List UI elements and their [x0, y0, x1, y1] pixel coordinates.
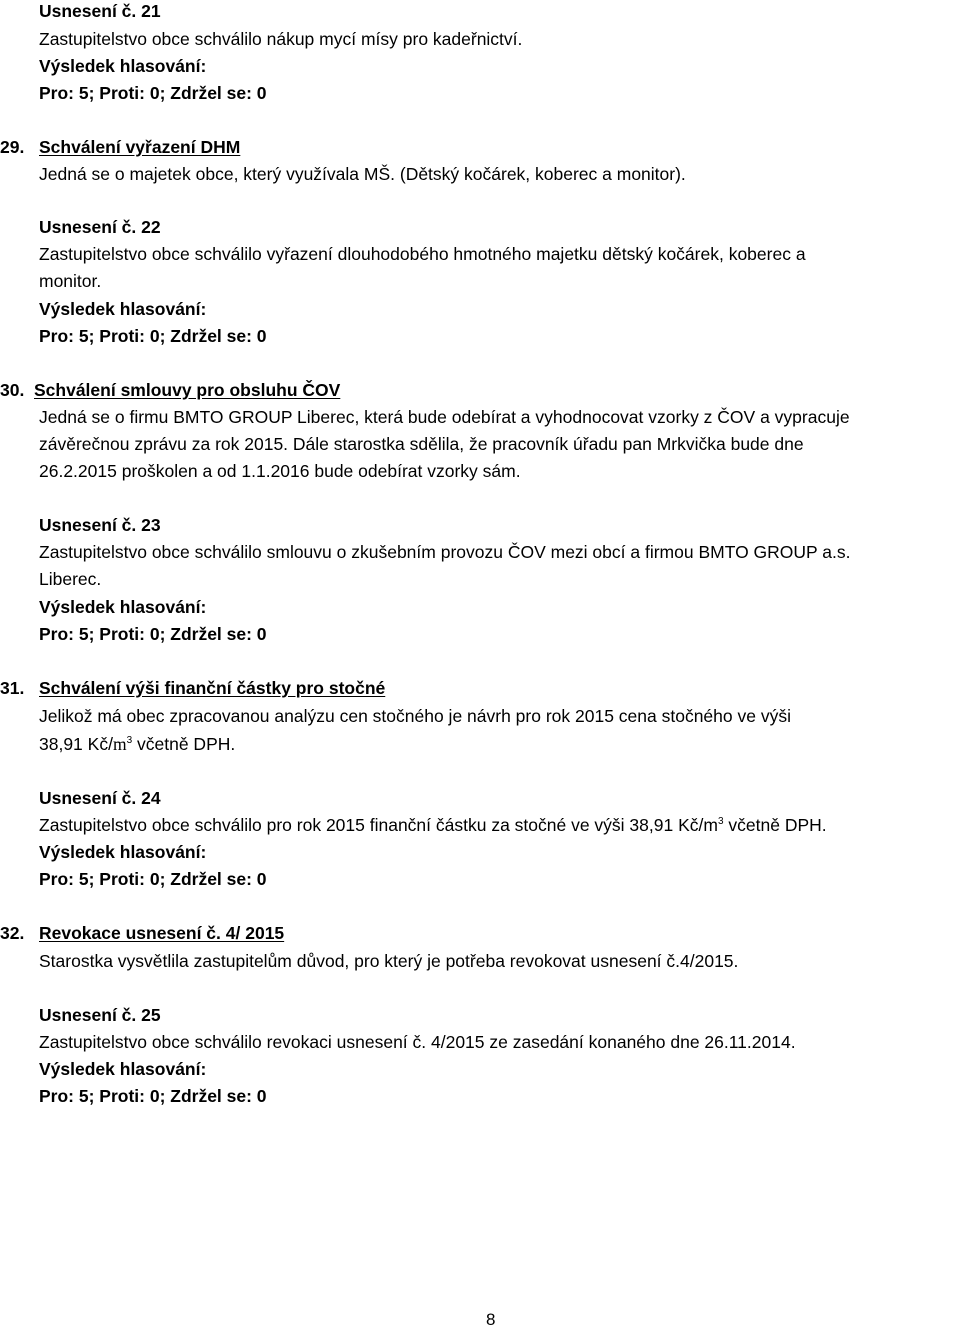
- resolution-24-exponent: 3: [717, 816, 724, 828]
- item-30-description-line1: Jedná se o firmu BMTO GROUP Liberec, která bude odebírat a vyhodnocovat vzorky z ČOV a vypracuje: [39, 407, 850, 427]
- item-32-description: Starostka vysvětlila zastupitelům důvod, pro který je potřeba revokovat usnesení č.4/2015.: [39, 951, 739, 971]
- resolution-23-text-line2: Liberec.: [39, 569, 102, 589]
- item-31-description-line1: Jelikož má obec zpracovanou analýzu cen stočného je návrh pro rok 2015 cena stočného ve výši: [39, 706, 791, 726]
- item-30-number: 30.: [0, 380, 25, 400]
- resolution-22-vote: Pro: 5; Proti: 0; Zdržel se: 0: [39, 326, 267, 346]
- resolution-25-vote-label: Výsledek hlasování:: [39, 1059, 207, 1079]
- item-30-title: Schválení smlouvy pro obsluhu ČOV: [34, 380, 341, 400]
- item-31-number: 31.: [0, 678, 25, 698]
- resolution-21-title: Usnesení č. 21: [39, 1, 161, 21]
- item-32-title: Revokace usnesení č. 4/ 2015: [39, 923, 285, 943]
- item-32-number: 32.: [0, 923, 25, 943]
- item-30-description-line2: závěrečnou zprávu za rok 2015. Dále starostka sdělila, že pracovník úřadu pan Mrkvička bude dne: [39, 434, 804, 454]
- resolution-24-text-suffix: včetně DPH.: [723, 815, 827, 835]
- item-30-description-line3: 26.2.2015 proškolen a od 1.1.2016 bude odebírat vzorky sám.: [39, 461, 521, 481]
- resolution-25-text: Zastupitelstvo obce schválilo revokaci usnesení č. 4/2015 ze zasedání konaného dne 26.11.2014.: [39, 1032, 796, 1052]
- resolution-24-vote: Pro: 5; Proti: 0; Zdržel se: 0: [39, 869, 267, 889]
- resolution-23-vote: Pro: 5; Proti: 0; Zdržel se: 0: [39, 624, 267, 644]
- resolution-21-vote-label: Výsledek hlasování:: [39, 56, 207, 76]
- resolution-24-title: Usnesení č. 24: [39, 788, 161, 808]
- resolution-25-title: Usnesení č. 25: [39, 1005, 161, 1025]
- resolution-23-text-line1: Zastupitelstvo obce schválilo smlouvu o zkušebním provozu ČOV mezi obcí a firmou BMTO GROUP a.s.: [39, 542, 851, 562]
- item-31-title: Schválení výši finanční částky pro stočné: [39, 678, 386, 698]
- resolution-25-vote: Pro: 5; Proti: 0; Zdržel se: 0: [39, 1086, 267, 1106]
- resolution-22-vote-label: Výsledek hlasování:: [39, 299, 207, 319]
- item-29-description: Jedná se o majetek obce, který využívala MŠ. (Dětský kočárek, koberec a monitor).: [39, 164, 686, 184]
- resolution-21-text: Zastupitelstvo obce schválilo nákup mycí mísy pro kadeřnictví.: [39, 29, 523, 49]
- resolution-22-title: Usnesení č. 22: [39, 217, 161, 237]
- item-29-title: Schválení vyřazení DHM: [39, 137, 241, 157]
- page-number: 8: [486, 1310, 496, 1329]
- resolution-23-vote-label: Výsledek hlasování:: [39, 597, 207, 617]
- resolution-24-text-main: Zastupitelstvo obce schválilo pro rok 2015 finanční částku za stočné ve výši 38,91 Kč/m: [39, 815, 718, 835]
- resolution-22-text-line2: monitor.: [39, 271, 102, 291]
- price-amount: 38,91 Kč/: [39, 734, 113, 754]
- resolution-24-vote-label: Výsledek hlasování:: [39, 842, 207, 862]
- resolution-22-text-line1: Zastupitelstvo obce schválilo vyřazení dlouhodobého hmotného majetku dětský kočárek, koberec a: [39, 244, 806, 264]
- item-31-description-line2: [39, 731, 235, 758]
- resolution-23-title: Usnesení č. 23: [39, 515, 161, 535]
- unit-exponent: 3: [126, 735, 133, 747]
- item-29-number: 29.: [0, 137, 25, 157]
- price-suffix: včetně DPH.: [132, 734, 236, 754]
- resolution-21-vote: Pro: 5; Proti: 0; Zdržel se: 0: [39, 83, 267, 103]
- unit-meter: m: [112, 734, 127, 754]
- resolution-24-text: [39, 812, 827, 839]
